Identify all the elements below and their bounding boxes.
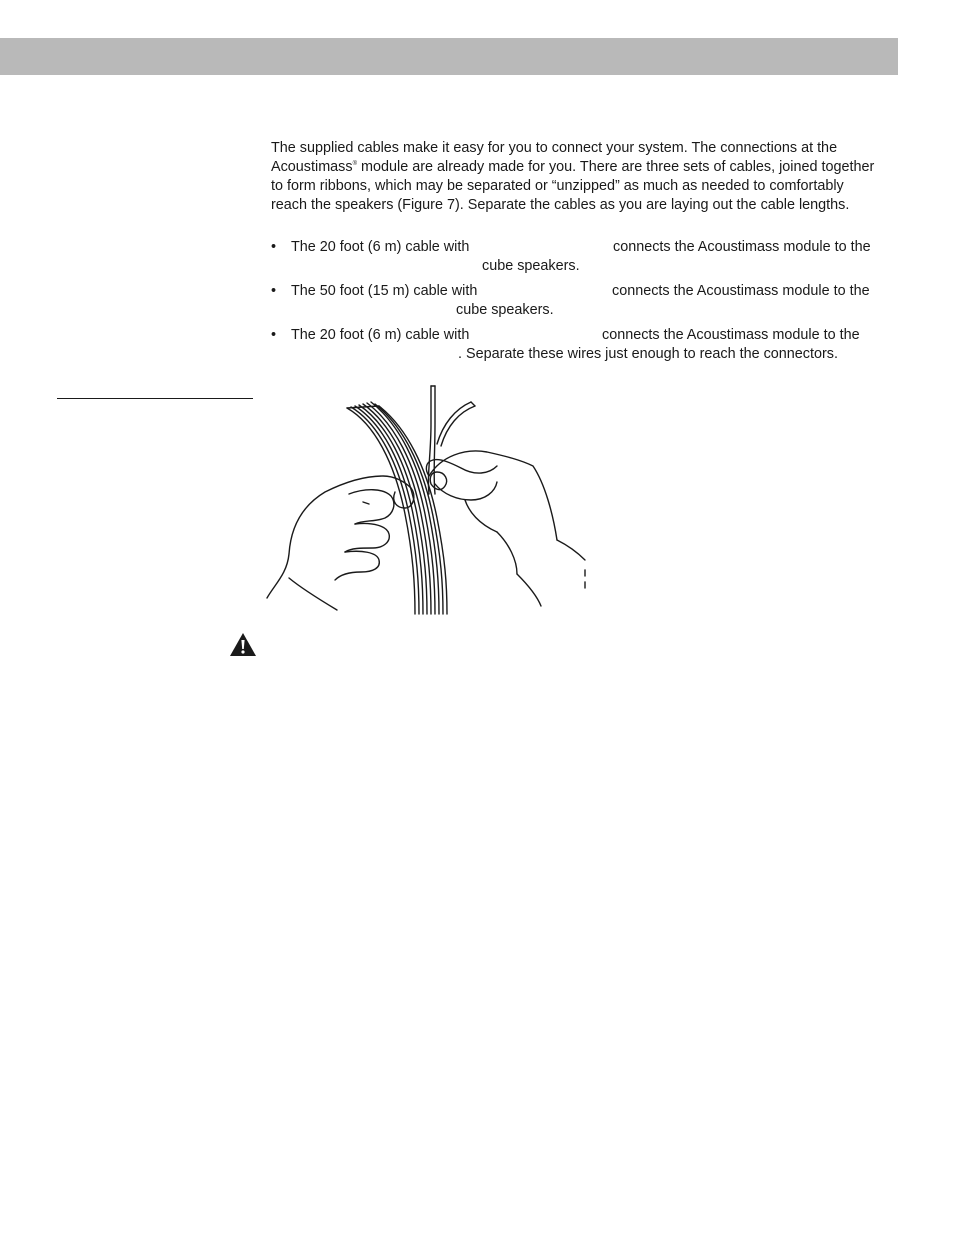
- warning-triangle-icon: [229, 632, 257, 657]
- side-rule: [57, 398, 253, 399]
- intro-text-part1: The supplied cables make it easy for you to connect your system. The connections at the Acoustimass: [271, 140, 838, 175]
- bullet-marker: •: [271, 327, 277, 343]
- bullet-text-end: connects the Acoustimass module to the: [613, 239, 871, 255]
- registered-mark: ®: [352, 161, 357, 167]
- bullet-marker: •: [271, 239, 277, 255]
- bullet-text-start: The 50 foot (15 m) cable with: [291, 283, 478, 299]
- bullet-text-continuation: cube speakers.: [456, 302, 554, 318]
- hands-separating-cables-illustration: [265, 384, 590, 616]
- bullet-marker: •: [271, 283, 277, 299]
- header-bar: [0, 38, 898, 75]
- intro-text-part2: module are already made for you. There are three sets of cables, joined together to form ribbons, which may be separated or “unzipped” as much as needed to comfortably reach the speakers (Figure 7). Separate the cables as you are laying out the cable lengths.: [271, 159, 875, 213]
- bullet-text-continuation: . Separate these wires just enough to reach the connectors.: [458, 346, 838, 362]
- bullet-text-end: connects the Acoustimass module to the: [602, 327, 860, 343]
- intro-paragraph: [271, 139, 881, 215]
- bullet-text-start: The 20 foot (6 m) cable with: [291, 239, 470, 255]
- bullet-text-start: The 20 foot (6 m) cable with: [291, 327, 470, 343]
- bullet-text-end: connects the Acoustimass module to the: [612, 283, 870, 299]
- bullet-text-continuation: cube speakers.: [482, 258, 580, 274]
